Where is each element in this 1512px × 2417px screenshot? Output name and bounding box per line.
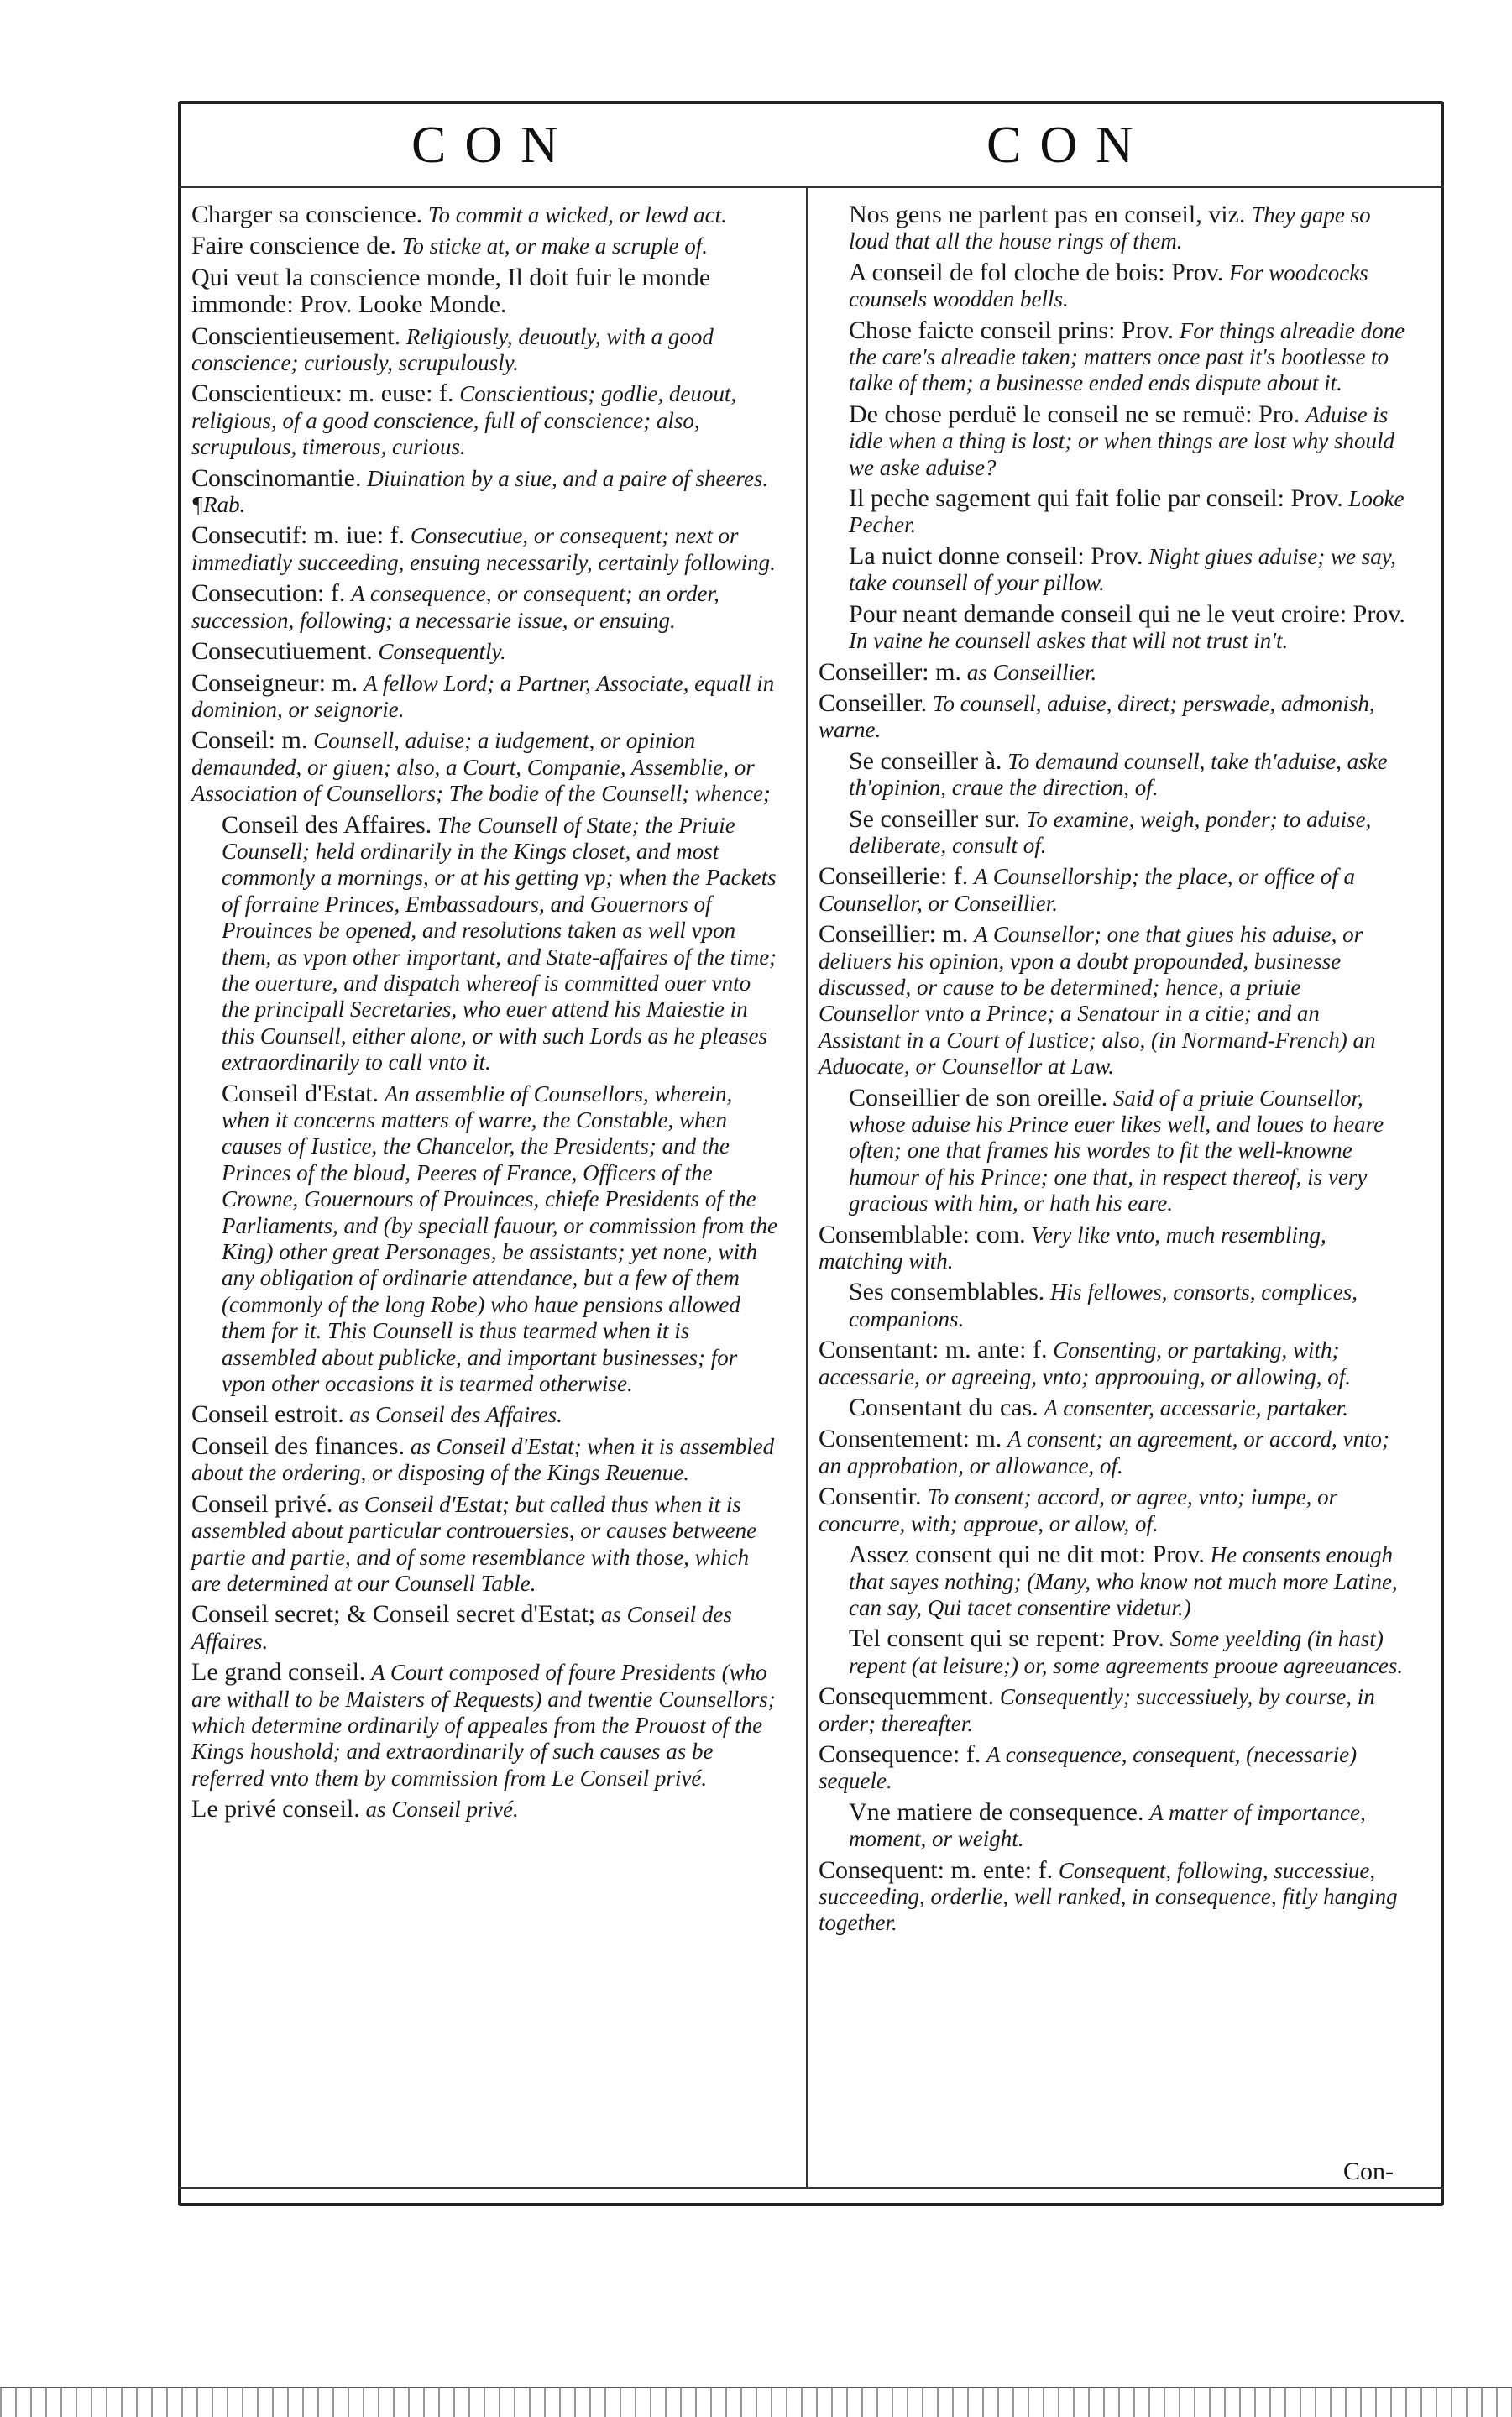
dictionary-entry [191,380,779,460]
dictionary-entry [819,1741,1406,1795]
headword: Conseil d'Estat. [222,1079,379,1107]
dictionary-entry [191,1433,779,1487]
dictionary-entry [191,323,779,377]
dictionary-entry [819,201,1406,255]
catchword: Con- [1343,2158,1394,2185]
dictionary-entry [819,1799,1406,1853]
headword: Conseillier: m. [819,920,969,949]
running-head-right: CON [986,117,1152,174]
gloss: To consent; accord, or agree, vnto; iumpe, or concurre, with; approue, or allow, of. [819,1484,1338,1536]
gloss: To counsell, aduise, direct; perswade, admonish, warne. [819,690,1375,743]
column-divider [806,186,808,2187]
headword: A conseil de fol cloche de bois: Prov. [849,258,1224,286]
headword: Se conseiller sur. [849,804,1021,833]
dictionary-entry [819,1541,1406,1621]
scan-ruler-strip [0,2388,1512,2417]
right-column [819,201,1406,1941]
headword: Conseil: m. [191,726,308,755]
headword: Conseil secret; & Conseil secret d'Estat; [191,1600,596,1629]
dictionary-entry [819,1337,1406,1390]
dictionary-entry [819,1426,1406,1479]
gloss: Consecutiue, or consequent; next or immediatly succeeding, ensuing necessarily, certainly following. [191,523,776,575]
headword: Se conseiller à. [849,746,1002,775]
dictionary-entry [191,812,779,1076]
headword: Consentement: m. [819,1425,1002,1453]
dictionary-entry [819,259,1406,313]
gloss: Consequent, following, successiue, succeeding, orderlie, well ranked, in consequence, fitly hanging together. [819,1857,1398,1936]
headword: Tel consent qui se repent: Prov. [849,1624,1164,1653]
gloss: He consents enough that sayes nothing; (Many, who know not much more Latine, can say, Qui tacet consentire videtur.) [849,1542,1398,1620]
headword: La nuict donne conseil: Prov. [849,541,1143,570]
gloss: A Counsellor; one that giues his aduise, or deliuers his opinion, vpon a doubt propounded, businesse discussed, or cause to be determined; hence, a priuie Counsellor vnto a Prince; a Senatour in a citie; and an Assistant in a Court of Iustice; also, (in Normand-French) an Aduocate, or Counsellor at Law. [819,922,1376,1080]
dictionary-entry [191,727,779,807]
dictionary-entry [191,201,779,228]
dictionary-entry [819,806,1406,860]
headword: Consecutif: m. iue: f. [191,521,405,550]
headword: Consentant: m. ante: f. [819,1336,1048,1364]
gloss: His fellowes, consorts, complices, companions. [849,1279,1358,1331]
gloss: as Conseillier. [966,659,1097,685]
headword: Consentant du cas. [849,1394,1039,1422]
dictionary-entry [819,543,1406,597]
dictionary-entry [191,264,779,319]
gloss: They gape so loud that all the house rings of them. [849,202,1371,254]
dictionary-entry [191,465,779,519]
gloss: For things alreadie done the care's alreadie taken; matters once past it's bootlesse to talke of them; a businesse ended ends dispute about it. [849,317,1405,396]
headword: Conseiller: m. [819,657,961,686]
dictionary-entry [191,580,779,634]
dictionary-entry [819,1085,1406,1217]
gloss: A Court composed of foure Presidents (who are withall to be Maisters of Requests) and twentie Counsellors; which determine ordinarily of appeales from the Prouost of the Kings houshold; and extraordinarily of such causes as be referred vnto them by commission from Le Conseil privé. [191,1660,776,1791]
gloss: Consequently. [378,639,506,665]
headword: Nos gens ne parlent pas en conseil, viz. [849,201,1246,228]
headword: Consentir. [819,1483,922,1511]
dictionary-entry [191,1080,779,1398]
header-rule [178,186,1444,188]
dictionary-entry [819,485,1406,539]
gloss: A Counsellorship; the place, or office of a Counsellor, or Conseillier. [819,864,1355,916]
dictionary-entry [819,401,1406,481]
gloss: as Conseil privé. [365,1797,519,1823]
gloss: The Counsell of State; the Priuie Counsell; held ordinarily in the Kings closet, and most commonly a mornings, or at his getting vp; when the Packets of forraine Princes, Embassadours, and Gouernors of Prouinces be opened, and resolutions taken as well vpon them, as vpon other important, and State-affaires of the time; the ouerture, and dispatch whereof is committed ouer vnto the principall Secretaries, who euer attend his Maiestie in this Counsell, either alone, or with such Lords as he pleases extraordinarily to call vnto it. [222,812,777,1075]
gloss: A consequence, consequent, (necessarie) sequele. [819,1741,1358,1794]
headword: Charger sa conscience. [191,201,423,228]
dictionary-entry [819,1279,1406,1332]
gloss: Religiously, deuoutly, with a good conscience; curiously, scrupulously. [191,323,714,376]
headword: Consequent: m. ente: f. [819,1855,1054,1884]
dictionary-entry [191,1401,779,1428]
dictionary-entry [819,863,1406,917]
gloss: To commit a wicked, or lewd act. [427,202,727,228]
dictionary-entry [819,690,1406,744]
headword: Chose faicte conseil prins: Prov. [849,316,1175,344]
headword: Consequemment. [819,1682,995,1711]
headword: Conscientieusement. [191,322,401,350]
gloss: To examine, weigh, ponder; to aduise, deliberate, consult of. [849,806,1372,858]
dictionary-entry [191,233,779,259]
left-column [191,201,779,1828]
gloss: as Conseil d'Estat; but called thus when it is assembled about particular controuersies, or causes betweene partie and partie, and of some resemblance with those, which are determined at our Counsell Table. [191,1491,757,1596]
headword: Le grand conseil. [191,1658,366,1687]
gloss: Consequently; successiuely, by course, in order; thereafter. [819,1684,1375,1736]
gloss: A consenter, accessarie, partaker. [1044,1395,1348,1421]
dictionary-entry [819,1222,1406,1275]
gloss: To sticke at, or make a scruple of. [401,233,709,259]
headword: Conscientieux: m. euse: f. [191,379,454,408]
headword: De chose perduë le conseil ne se remuë: Pro. [849,400,1300,428]
headword: Faire conscience de. [191,232,397,260]
headword: Conseiller. [819,688,928,717]
gloss: A fellow Lord; a Partner, Associate, equall in dominion, or seignorie. [191,670,775,722]
headword: Consequence: f. [819,1740,981,1768]
dictionary-entry [191,1601,779,1655]
gloss: as Conseil des Affaires. [191,1602,732,1654]
headword: Conseil estroit. [191,1400,344,1429]
gloss: A consequence, or consequent; an order, succession, following; a necessarie issue, or ensuing. [191,581,719,633]
dictionary-entry [819,1483,1406,1537]
dictionary-entry [191,522,779,576]
gloss: Counsell, aduise; a iudgement, or opinion demaunded, or giuen; also, a Court, Companie, Assemblie, or Association of Counsellors; The bodie of the Counsell; whence; [191,728,771,807]
dictionary-entry [819,317,1406,397]
dictionary-entry [819,659,1406,686]
headword: Conseigneur: m. [191,668,358,697]
headword: Qui veut la conscience monde, Il doit fuir le monde immonde: Prov. Looke Monde. [191,263,711,319]
dictionary-entry [191,670,779,724]
headword: Conseil privé. [191,1489,333,1518]
gloss: Conscientious; godlie, deuout, religious, of a good conscience, full of conscience; also, scrupulous, timerous, curious. [191,381,737,460]
headword: Conscinomantie. [191,463,362,492]
running-head-left: CON [411,117,577,174]
gloss: An assemblie of Counsellors, wherein, when it concerns matters of warre, the Constable, when causes of Iustice, the Chancelor, the Presidents; and the Princes of the bloud, Peeres of France, Officers of the Crowne, Gouernours of Prouinces, chiefe Presidents of the Parliaments, and (by speciall fauour, or commission from the King) other great Personages, be assistants; yet none, with any obligation of ordinarie attendance, but a few of them (commonly of the long Robe) who haue pensions allowed them for it. This Counsell is thus tearmed when it is assembled about publicke, and important businesses; for vpon other occasions it is tearmed otherwise. [222,1080,777,1397]
dictionary-entry [191,638,779,665]
headword: Pour neant demande conseil qui ne le veut croire: Prov. [849,599,1405,628]
gloss: Night giues aduise; we say, take counsell of your pillow. [849,543,1396,596]
headword: Ses consemblables. [849,1278,1045,1306]
headword: Conseil des finances. [191,1431,405,1460]
headword: Vne matiere de consequence. [849,1797,1144,1826]
gloss: Some yeelding (in hast) repent (at leisure;) or, some agreements prooue agreeuances. [849,1626,1404,1678]
gloss: Looke Pecher. [849,486,1405,538]
gloss: Very like vnto, much resembling, matching with. [819,1222,1326,1274]
gloss: A matter of importance, moment, or weight. [849,1799,1366,1852]
gloss: Said of a priuie Counsellor, whose aduise his Prince euer likes well, and loues to heare often; one that frames his wordes to fit the well-knowne humour of his Prince; one that, in respect thereof, is very gracious with him, or hath his eare. [849,1085,1384,1216]
dictionary-entry [819,1625,1406,1679]
dictionary-entry [819,921,1406,1080]
gloss: For woodcocks counsels woodden bells. [849,259,1368,312]
headword: Le privé conseil. [191,1795,360,1823]
footer-rule [178,2187,1444,2189]
headword: Consecution: f. [191,579,346,608]
headword: Conseil des Affaires. [222,810,432,839]
headword: Assez consent qui ne dit mot: Prov. [849,1541,1205,1569]
headword: Il peche sagement qui fait folie par conseil: Prov. [849,484,1343,513]
gloss: Consenting, or partaking, with; accessarie, or agreeing, vnto; approouing, or allowing, of. [819,1337,1351,1389]
gloss: In vaine he counsell askes that will not trust in't. [849,628,1289,654]
dictionary-entry [819,601,1406,655]
dictionary-entry [819,1683,1406,1737]
gloss: A consent; an agreement, or accord, vnto; an approbation, or allowance, of. [819,1426,1389,1478]
gloss: Diuination by a siue, and a paire of sheeres. ¶Rab. [191,465,769,518]
dictionary-entry [819,748,1406,802]
dictionary-entry [819,1857,1406,1937]
dictionary-entry [191,1796,779,1823]
dictionary-entry [191,1491,779,1598]
gloss: as Conseil d'Estat; when it is assembled about the ordering, or disposing of the Kings Reuenue. [191,1433,775,1486]
headword: Consemblable: com. [819,1220,1026,1248]
gloss: as Conseil des Affaires. [349,1402,562,1428]
dictionary-entry [191,1659,779,1792]
headword: Conseillier de son oreille. [849,1083,1108,1112]
gloss: Aduise is idle when a thing is lost; or when things are lost why should we aske aduise? [849,401,1395,480]
headword: Consecutiuement. [191,637,373,666]
headword: Conseillerie: f. [819,862,969,891]
gloss: To demaund counsell, take th'aduise, aske th'opinion, craue the direction, of. [849,748,1388,801]
dictionary-entry [819,1394,1406,1421]
